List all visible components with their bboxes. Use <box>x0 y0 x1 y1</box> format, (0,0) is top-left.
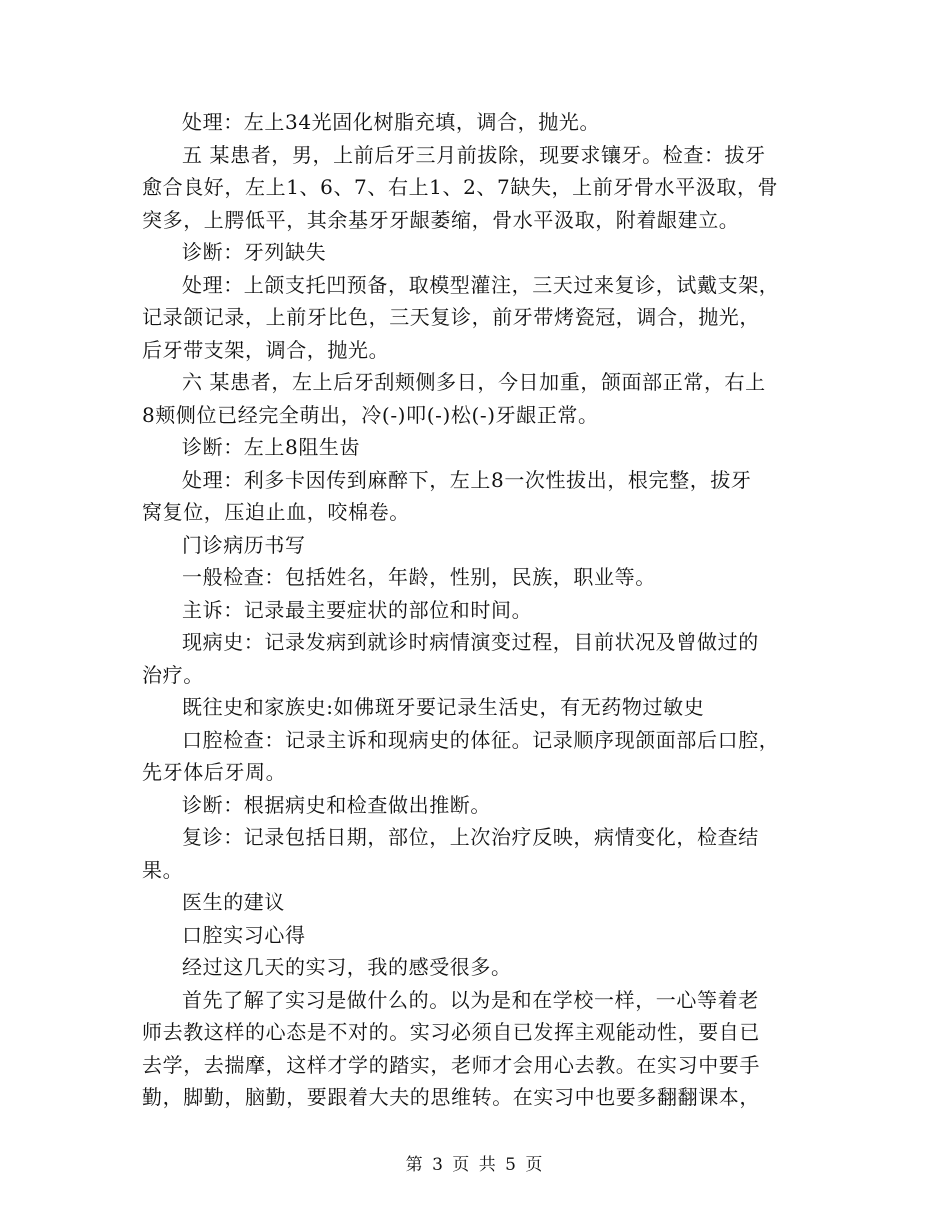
paragraph: 现病史：记录发病到就诊时病情演变过程，目前状况及曾做过的 治疗。 <box>142 630 759 687</box>
paragraph: 口腔检查：记录主诉和现病史的体征。记录顺序现颌面部后口腔， 先牙体后牙周。 <box>142 727 780 784</box>
paragraph: 经过这几天的实习，我的感受很多。 <box>182 955 512 979</box>
paragraph: 诊断：牙列缺失 <box>182 240 327 264</box>
section-heading: 医生的建议 <box>182 890 285 914</box>
document-body <box>142 106 812 1114</box>
paragraph: 主诉：记录最主要症状的部位和时间。 <box>182 597 533 622</box>
paragraph: 六 某患者，左上后牙刮颊侧多日，今日加重，颌面部正常，右上 8颊侧位已经完全萌出，冷(-)叩(-)松(-)牙龈正常。 <box>142 370 766 427</box>
section-heading: 口腔实习心得 <box>182 922 306 947</box>
paragraph: 处理：左上34光固化树脂充填，调合，抛光。 <box>182 110 601 134</box>
paragraph: 首先了解了实习是做什么的。以为是和在学校一样，一心等着老 师去教这样的心态是不对的。实习必须自已发挥主观能动性，要自已 去学，去揣摩，这样才学的踏实，老师才会用心去教。在实习中要手 勤，脚勤，脑勤，要跟着大夫的思维转。在实习中也要多翻翻课本， <box>142 987 760 1109</box>
paragraph: 复诊：记录包括日期，部位，上次治疗反映，病情变化，检查结 果。 <box>142 825 759 882</box>
page-number-footer: 第 3 页 共 5 页 <box>405 1155 545 1175</box>
paragraph: 一般检查：包括姓名，年龄，性别，民族，职业等。 <box>182 565 656 589</box>
paragraph: 既往史和家族史:如佛斑牙要记录生活史，有无药物过敏史 <box>182 695 705 719</box>
paragraph: 诊断：根据病史和检查做出推断。 <box>182 792 491 817</box>
paragraph: 诊断：左上8阻生齿 <box>182 435 361 459</box>
paragraph: 处理：上颌支托凹预备，取模型灌注，三天过来复诊，试戴支架， 记录颌记录，上前牙比色，三天复诊，前牙带烤瓷冠，调合，抛光， 后牙带支架，调合，抛光。 <box>142 272 780 362</box>
section-heading: 门诊病历书写 <box>182 532 306 557</box>
paragraph: 五 某患者，男，上前后牙三月前拔除，现要求镶牙。检查：拔牙 愈合良好，左上1、6、7、右上1、2、7缺失，上前牙骨水平汲取，骨 突多，上腭低平，其余基牙牙龈萎缩，骨水平汲取，附着龈建立。 <box>142 142 779 232</box>
paragraph: 处理：利多卡因传到麻醉下，左上8一次性拔出，根完整，拔牙 窝复位，压迫止血，咬棉卷。 <box>142 467 752 524</box>
